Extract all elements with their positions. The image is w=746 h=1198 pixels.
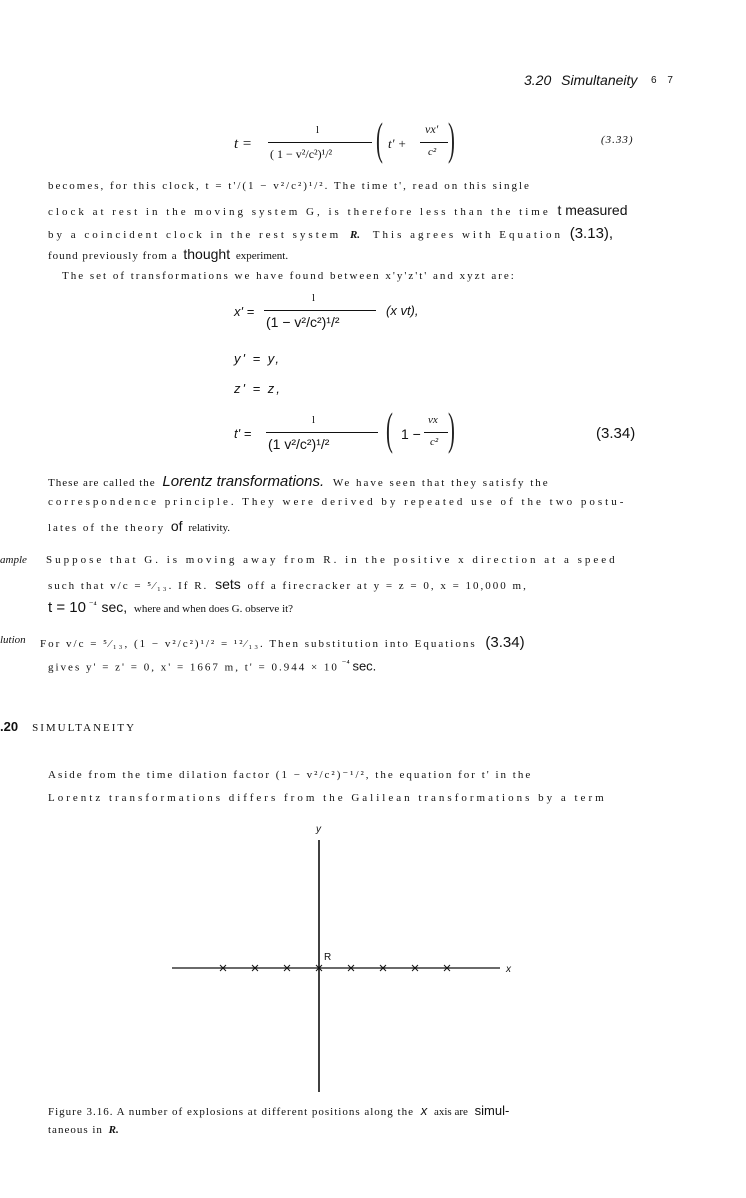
header-title: Simultaneity — [561, 72, 638, 88]
t-transform-left-paren: ( — [386, 403, 393, 454]
para1-line2: clock at rest in the moving system G, is therefore less than the time t measured — [48, 202, 628, 218]
running-header — [524, 72, 637, 88]
para1-line1: becomes, for this clock, t = t'/(1 − v²/c²)¹/². The time t', read on this single — [48, 180, 531, 192]
eq333-lhs: t = — [234, 136, 253, 152]
x-transform-lhs: x' = — [234, 304, 255, 319]
solution-line1: For v/c = ⁵⁄₁₃, (1 − v²/c²)¹/² = ¹²⁄₁₃. Then substitution into Equations (3.34) — [40, 634, 525, 651]
x-transform-rhs: (x vt), — [386, 303, 419, 318]
para2-line3: lates of the theory of relativity. — [48, 518, 231, 534]
t-transform-paren-numerator: vx — [428, 414, 438, 426]
section-number: .20 — [0, 719, 19, 734]
eq333-right-paren: ) — [448, 113, 455, 164]
section-title: SIMULTANEITY — [32, 722, 137, 734]
y-axis-label: y — [316, 824, 321, 835]
eq333-tag: (3.33) — [601, 134, 634, 146]
t-transform-numerator: l — [312, 414, 316, 426]
eq333-denominator: ( 1 − v²/c²)¹/² — [270, 147, 333, 161]
para2-line2: correspondence principle. They were derived by repeated use of the two postu- — [48, 496, 627, 508]
solution-line2: gives y' = z' = 0, x' = 1667 m, t' = 0.944 × 10 $^{^{-4}}$ sec. — [48, 658, 377, 674]
eq333-term: t' + — [388, 136, 407, 151]
t-transform-paren-fraction-bar — [424, 432, 448, 433]
eq333-paren-fraction-bar — [420, 142, 448, 143]
t-transform-fraction-bar — [266, 432, 378, 433]
example-line3: t = 10 $^{^{-4}}$ sec, where and when does G. observe it? — [48, 599, 294, 616]
t-transform-right-paren: ) — [448, 403, 455, 454]
eq333-paren-numerator: vx' — [425, 122, 439, 136]
para1-line4: found previously from a thought experiment. — [48, 246, 289, 262]
eq333-left-paren: ( — [376, 113, 383, 164]
section-heading — [0, 718, 136, 736]
solution-label: lution — [0, 634, 26, 646]
para3-line2: Lorentz transformations differs from the Galilean transformations by a term — [48, 792, 607, 804]
t-transform-paren-denominator: c² — [430, 436, 439, 448]
para1-line5: The set of transformations we have found between x'y'z't' and xyzt are: — [62, 270, 516, 282]
y-transform: y' = y, — [234, 351, 281, 366]
figure-3-16 — [160, 820, 540, 1100]
eq334-tag: (3.34) — [596, 425, 636, 442]
figure-caption-line1: Figure 3.16. A number of explosions at different positions along the x axis are simul- — [48, 1103, 510, 1118]
header-section-number: 3.20 — [524, 72, 552, 88]
eq333-numerator: l — [316, 124, 320, 136]
para3-line1: Aside from the time dilation factor (1 − v²/c²)⁻¹/², the equation for t' in the — [48, 769, 533, 781]
t-transform-paren-term: 1 − — [401, 426, 421, 442]
example-label: ample — [0, 554, 27, 566]
para2-line1: These are called the Lorentz transformations. We have seen that they satisfy the — [48, 473, 550, 490]
t-transform-lhs: t' = — [234, 426, 252, 441]
x-transform-denominator: (1 − v²/c²)¹/² — [266, 314, 340, 330]
page-number: 6 7 — [651, 75, 677, 86]
para1-line3: by a coincident clock in the rest system R. This agrees with Equation (3.13), — [48, 225, 614, 242]
example-line1: Suppose that G. is moving away from R. in the positive x direction at a speed — [46, 554, 618, 566]
figure-caption-line2: taneous in R. — [48, 1124, 119, 1136]
eq333-paren-denominator: c² — [428, 146, 437, 158]
example-line2: such that v/c = ⁵⁄₁₃. If R. sets off a firecracker at y = z = 0, x = 10,000 m, — [48, 576, 528, 592]
x-transform-fraction-bar — [264, 310, 376, 311]
x-axis-label: x — [506, 964, 511, 975]
z-transform: z' = z, — [234, 381, 282, 396]
x-transform-numerator: l — [312, 292, 316, 304]
origin-label: R — [324, 952, 332, 963]
eq333-fraction-bar — [268, 142, 372, 143]
t-transform-denominator: (1 v²/c²)¹/² — [268, 436, 330, 452]
